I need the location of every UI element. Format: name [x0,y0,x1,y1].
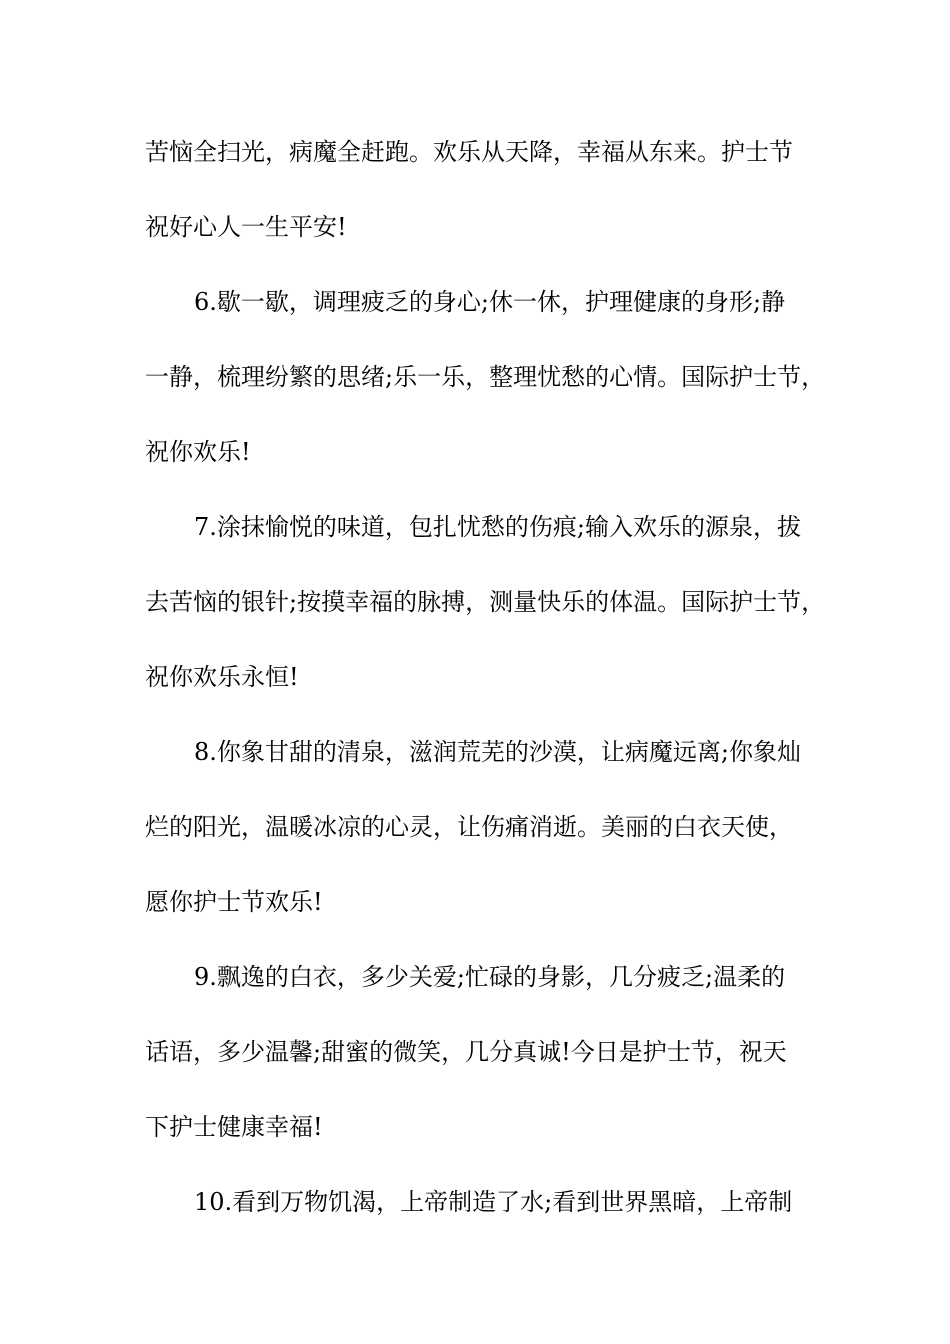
paragraph-line: 苦恼全扫光，病魔全赶跑。欢乐从天降，幸福从东来。护士节 [145,138,793,166]
paragraph-line: 烂的阳光，温暖冰凉的心灵，让伤痛消逝。美丽的白衣天使， [145,813,793,841]
paragraph-line: 6.歇一歇，调理疲乏的身心;休一休，护理健康的身形;静 [194,288,786,316]
paragraph-line: 下护士健康幸福! [145,1113,323,1141]
paragraph-line: 8.你象甘甜的清泉，滋润荒芜的沙漠，让病魔远离;你象灿 [194,738,801,766]
paragraph-line: 祝你欢乐永恒! [145,663,299,691]
paragraph-line: 祝你欢乐! [145,438,251,466]
paragraph-line: 9.飘逸的白衣，多少关爱;忙碌的身影，几分疲乏;温柔的 [194,963,786,991]
paragraph-line: 话语，多少温馨;甜蜜的微笑，几分真诚!今日是护士节，祝天 [145,1038,787,1066]
paragraph-line: 7.涂抹愉悦的味道，包扎忧愁的伤痕;输入欢乐的源泉，拔 [194,513,801,541]
paragraph-line: 去苦恼的银针;按摸幸福的脉搏，测量快乐的体温。国际护士节， [145,588,826,616]
paragraph-line: 一静，梳理纷繁的思绪;乐一乐，整理忧愁的心情。国际护士节， [145,363,826,391]
paragraph-line: 10.看到万物饥渴，上帝制造了水;看到世界黑暗，上帝制 [194,1188,793,1216]
paragraph-line: 祝好心人一生平安! [145,213,347,241]
paragraph-line: 愿你护士节欢乐! [145,888,323,916]
